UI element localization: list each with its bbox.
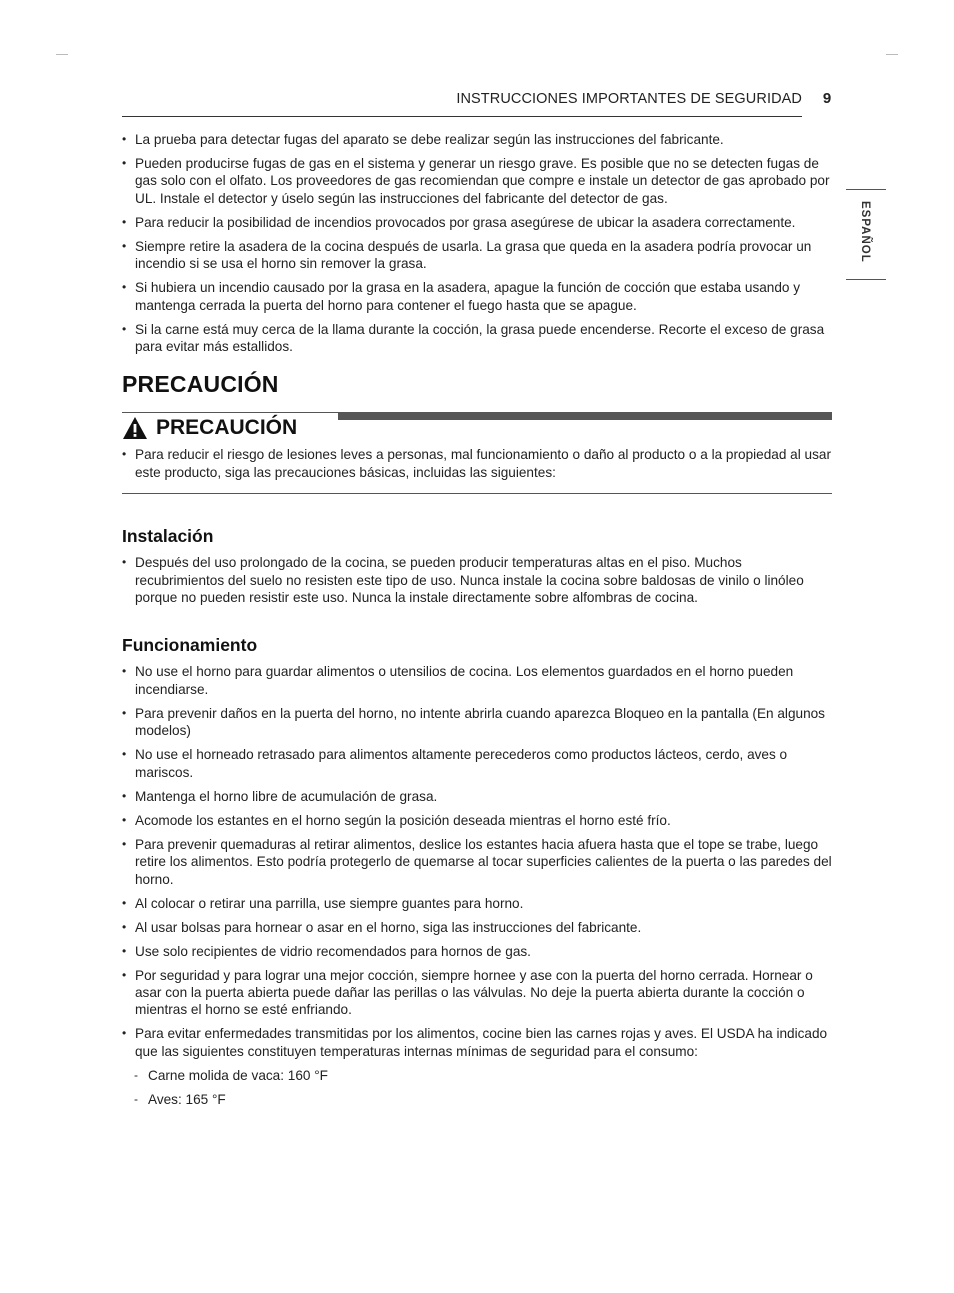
caution-text: • Para reducir el riesgo de lesiones leves a personas, mal funcionamiento o daño al producto o a la propiedad al usar este producto, siga las precauciones básicas, incluidas las siguientes: <box>122 446 832 481</box>
list-item: • Para evitar enfermedades transmitidas por los alimentos, cocine bien las carnes rojas y aves. El USDA ha indicado que las siguientes constituyen temperaturas internas mínimas de seguridad para el consumo: <box>122 1025 832 1060</box>
crop-mark-left <box>56 54 68 55</box>
crop-mark-right <box>886 54 898 55</box>
caution-header <box>122 412 832 442</box>
sub-list-item: - Carne molida de vaca: 160 °F <box>122 1067 832 1084</box>
list-item: • Al usar bolsas para hornear o asar en el horno, siga las instrucciones del fabricante. <box>122 919 832 936</box>
list-item: • Para reducir la posibilidad de incendios provocados por grasa asegúrese de ubicar la asadera correctamente. <box>122 214 832 231</box>
installation-heading: Instalación <box>122 526 214 547</box>
list-item: • La prueba para detectar fugas del aparato se debe realizar según las instrucciones del fabricante. <box>122 131 832 148</box>
caution-body <box>122 442 832 494</box>
operation-list <box>122 663 832 1060</box>
list-item: • Al colocar o retirar una parrilla, use siempre guantes para horno. <box>122 895 832 912</box>
list-item: • Por seguridad y para lograr una mejor cocción, siempre hornee y ase con la puerta del horno cerrada. Hornear o asar con la puerta abierta puede dañar las perillas o las válvulas. No deje la puerta abierta durante la cocción o mientras el horno se esté enfriando. <box>122 967 832 1019</box>
list-item: • Después del uso prolongado de la cocina, se pueden producir temperaturas altas en el piso. Muchos recubrimientos del suelo no resisten este tipo de uso. Nunca instale la cocina sobre baldosas de vinilo o linóleo porque no pueden resistir este uso. Nunca la instale directamente sobre alfombras de cocina. <box>122 554 832 606</box>
list-item: • Pueden producirse fugas de gas en el sistema y generar un riesgo grave. Es posible que no se detecten fugas de gas solo con el olfato. Los proveedores de gas recomiendan que compre e instale un detector de gas aprobado por UL. Instale el detector y úselo según las instrucciones del fabricante del detector de gas. <box>122 155 832 207</box>
list-item: • Si la carne está muy cerca de la llama durante la cocción, la grasa puede encenderse. Recorte el exceso de grasa para evitar más estallidos. <box>122 321 832 356</box>
list-item: • Siempre retire la asadera de la cocina después de usarla. La grasa que queda en la asadera podría provocar un incendio si se usa el horno sin remover la grasa. <box>122 238 832 273</box>
temperature-list <box>122 1067 832 1108</box>
caution-label: PRECAUCIÓN <box>156 416 298 440</box>
list-item: • Acomode los estantes en el horno según la posición deseada mientras el horno esté frío. <box>122 812 832 829</box>
list-item: • Para prevenir quemaduras al retirar alimentos, deslice los estantes hacia afuera hasta que el tope se trabe, luego retire los alimentos. Esto podría protegerlo de quemarse al tocar superficies calientes de la puerta o las paredes del horno. <box>122 836 832 888</box>
caution-title <box>122 416 297 440</box>
language-tab <box>846 189 886 280</box>
page-content <box>122 131 832 1115</box>
list-item: • Si hubiera un incendio causado por la grasa en la asadera, apague la función de cocción que estaba usando y mantenga cerrada la puerta del horno para contener el fuego hasta que se apague. <box>122 279 832 314</box>
page-header <box>122 90 802 117</box>
installation-list <box>122 554 832 606</box>
sub-list-item: - Aves: 165 °F <box>122 1091 832 1108</box>
list-item: • No use el horneado retrasado para alimentos altamente perecederos como productos lácteos, cerdo, aves o mariscos. <box>122 746 832 781</box>
list-item: • Use solo recipientes de vidrio recomendados para hornos de gas. <box>122 943 832 960</box>
caution-bar <box>338 412 832 420</box>
header-title: INSTRUCCIONES IMPORTANTES DE SEGURIDAD <box>456 91 802 107</box>
page-number: 9 <box>822 90 832 107</box>
intro-list <box>122 131 832 355</box>
warning-triangle-icon <box>122 416 148 440</box>
language-tab-label: ESPAÑOL <box>859 201 871 263</box>
list-item: • No use el horno para guardar alimentos o utensilios de cocina. Los elementos guardados en el horno pueden incendiarse. <box>122 663 832 698</box>
list-item: • Mantenga el horno libre de acumulación de grasa. <box>122 788 832 805</box>
caution-rule <box>122 412 338 413</box>
operation-heading: Funcionamiento <box>122 635 258 656</box>
section-title: PRECAUCIÓN <box>122 371 279 398</box>
list-item: • Para prevenir daños en la puerta del horno, no intente abrirla cuando aparezca Bloqueo en la pantalla (En algunos modelos) <box>122 705 832 740</box>
